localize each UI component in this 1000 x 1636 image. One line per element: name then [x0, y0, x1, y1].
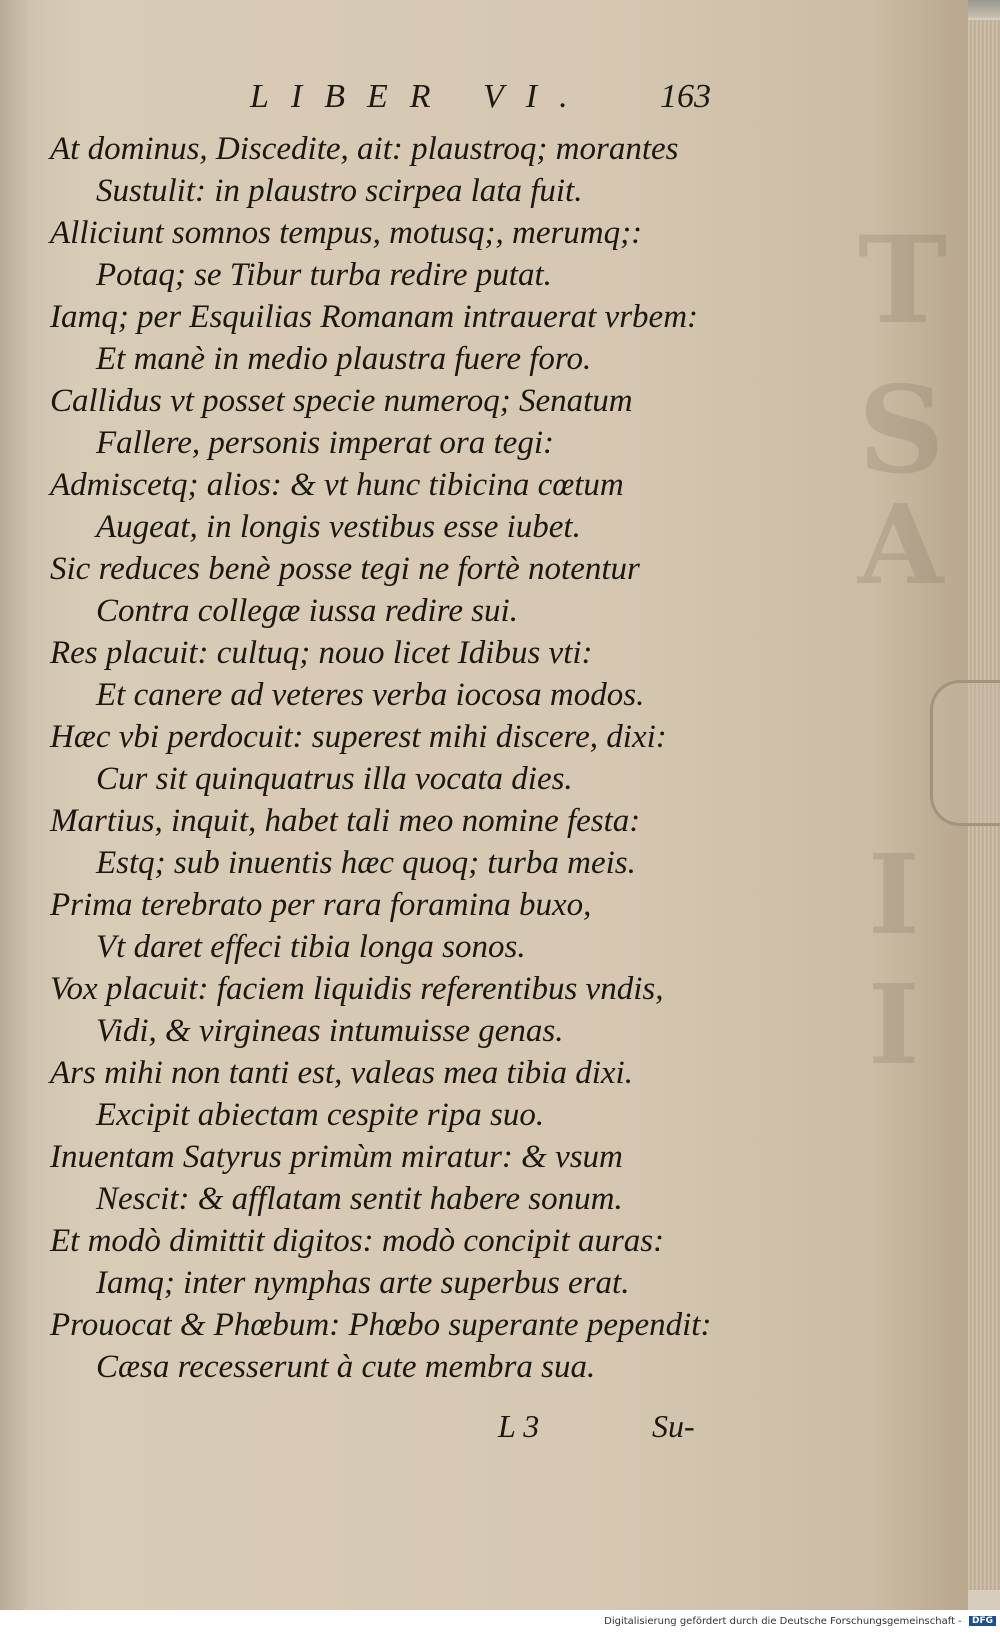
- bleed-through-letter: T: [858, 210, 948, 351]
- verse-line: Et modò dimittit digitos: modò concipit auras:: [50, 1223, 665, 1259]
- verse-line: Augeat, in longis vestibus esse iubet.: [96, 509, 581, 545]
- signature-mark: L 3: [498, 1408, 540, 1444]
- verse-line: Vox placuit: faciem liquidis referentibus vndis,: [50, 971, 664, 1007]
- catchword: Su-: [652, 1408, 695, 1444]
- verse-line: Res placuit: cultuq; nouo licet Idibus vti:: [50, 635, 593, 671]
- verse-line: Potaq; se Tibur turba redire putat.: [96, 257, 552, 293]
- verse-line: Prouocat & Phœbum: Phœbo superante pependit:: [50, 1307, 712, 1343]
- verse-line: Iamq; inter nymphas arte superbus erat.: [96, 1265, 630, 1301]
- digitization-credit: [604, 1616, 996, 1627]
- verse-line: Estq; sub inuentis hæc quoq; turba meis.: [96, 845, 636, 881]
- verse-line: Vt daret effeci tibia longa sonos.: [96, 929, 526, 965]
- verse-line: Admiscetq; alios: & vt hunc tibicina cœtum: [50, 467, 624, 503]
- verse-line: At dominus, Discedite, ait: plaustroq; morantes: [50, 131, 679, 167]
- book-clasp: [930, 680, 1000, 826]
- verse-line: Excipit abiectam cespite ripa suo.: [96, 1097, 545, 1133]
- verse-line: Et canere ad veteres verba iocosa modos.: [96, 677, 645, 713]
- verse-line: Prima terebrato per rara foramina buxo,: [50, 887, 592, 923]
- verse-line: Nescit: & afflatam sentit habere sonum.: [96, 1181, 623, 1217]
- verse-line: Vidi, & virgineas intumuisse genas.: [96, 1013, 564, 1049]
- credit-text: Digitalisierung gefördert durch die Deutsche Forschungsgemeinschaft -: [604, 1616, 962, 1627]
- verse-line: Fallere, personis imperat ora tegi:: [96, 425, 554, 461]
- verse-line: Cæsa recesserunt à cute membra sua.: [96, 1349, 596, 1385]
- verse-line: Hæc vbi perdocuit: superest mihi discere, dixi:: [50, 719, 667, 755]
- verse-line: Contra collegæ iussa redire sui.: [96, 593, 518, 629]
- bleed-through-letter: S: [858, 360, 945, 501]
- dfg-logo: DFG: [969, 1616, 996, 1626]
- verse-line: Sic reduces benè posse tegi ne fortè notentur: [50, 551, 640, 587]
- verse-line: Inuentam Satyrus primùm miratur: & vsum: [50, 1139, 623, 1175]
- verse-line: Cur sit quinquatrus illa vocata dies.: [96, 761, 573, 797]
- verse-line: Alliciunt somnos tempus, motusq;, merumq;:: [50, 215, 643, 251]
- verse-line: Martius, inquit, habet tali meo nomine festa:: [50, 803, 641, 839]
- verse-line: Iamq; per Esquilias Romanam intrauerat vrbem:: [50, 299, 699, 335]
- verse-line: Sustulit: in plaustro scirpea lata fuit.: [96, 173, 583, 209]
- verse-line: Callidus vt posset specie numeroq; Senatum: [50, 383, 633, 419]
- bleed-through-letter: I: [868, 830, 920, 959]
- bleed-through-letter: A: [858, 480, 944, 609]
- verse-line: Ars mihi non tanti est, valeas mea tibia dixi.: [50, 1055, 633, 1091]
- bleed-through-letter: I: [868, 960, 920, 1089]
- running-title: LIBER VI.: [250, 78, 590, 115]
- page-number: 163: [660, 78, 711, 115]
- page-header: [0, 78, 968, 128]
- verse-line: Et manè in medio plaustra fuere foro.: [96, 341, 592, 377]
